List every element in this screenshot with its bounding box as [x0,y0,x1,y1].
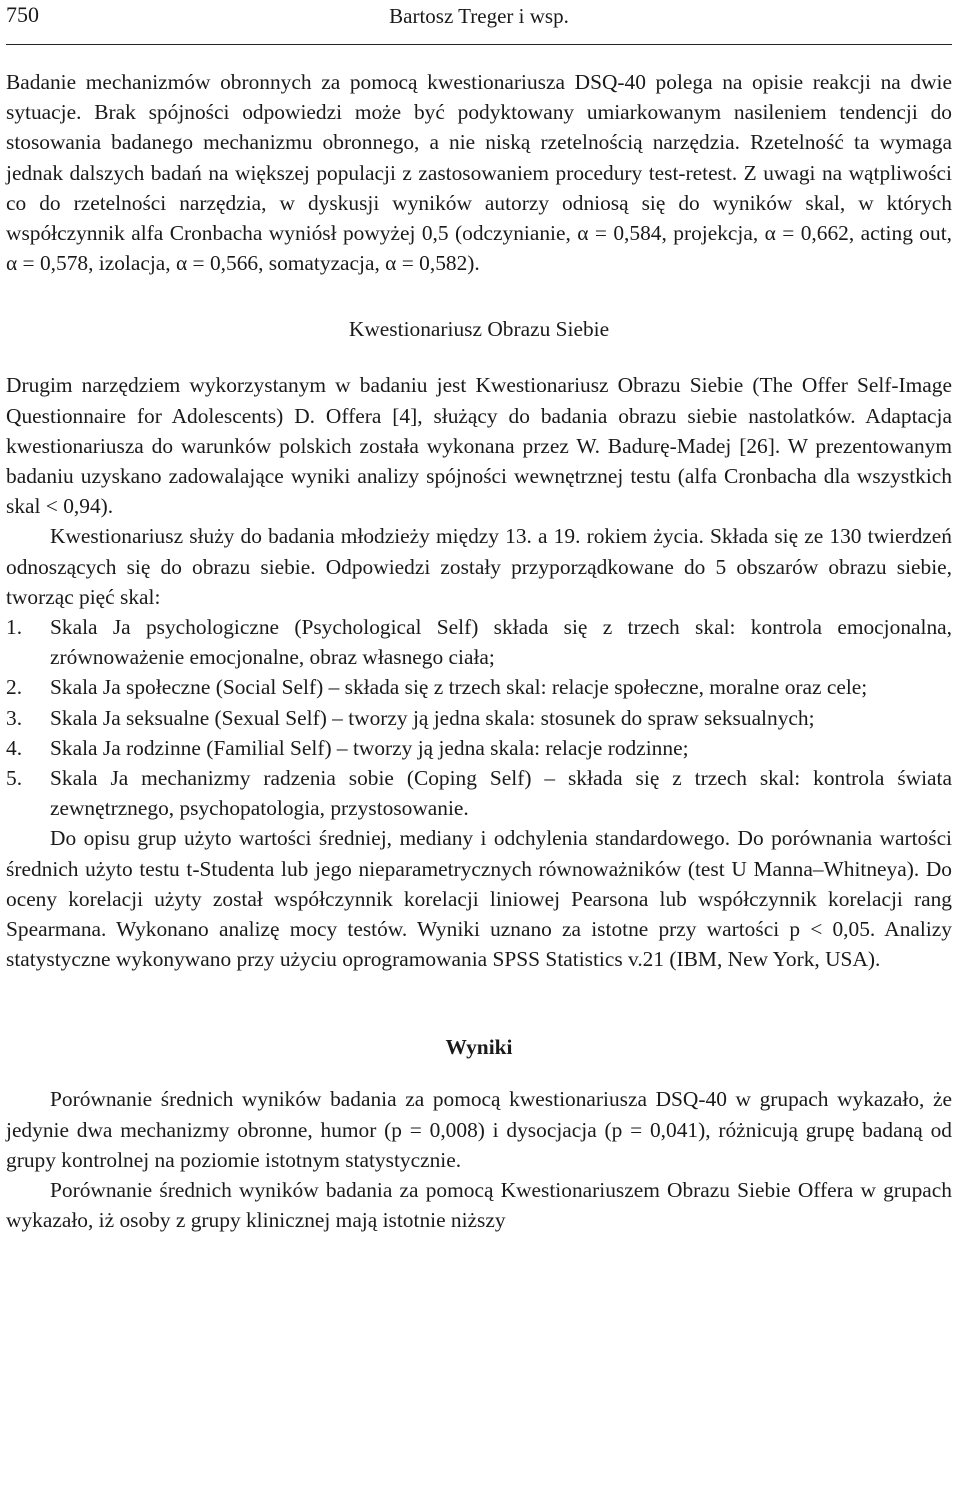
list-item [6,733,952,763]
list-item-text: Skala Ja psychologiczne (Psychological Self) składa się z trzech skal: kontrola emocjonalna, zrównoważenie emocjonalne, obraz własnego ciała; [50,615,952,670]
page [6,0,952,1236]
paragraph-statistics: Do opisu grup użyto wartości średniej, mediany i odchylenia standardowego. Do porównania wartości średnich użyto testu t-Studenta lub jego nieparametrycznych równoważników (test U Manna–Whitneya). Do oceny korelacji użyty został współczynnik korelacji liniowej Pearsona lub współczynnik korelacji rang Spearmana. Wykonano analizę mocy testów. Wyniki uznano za istotne przy wartości p < 0,05. Analizy statystyczne wykonywano przy użyciu oprogramowania SPSS Statistics v.21 (IBM, New York, USA). [6,826,952,972]
list-item-number: 1. [6,615,23,640]
list-item [6,612,952,672]
paragraph-results-offer: Porównanie średnich wyników badania za pomocą Kwestionariuszem Obrazu Siebie Offera w grupach wykazało, iż osoby z grupy klinicznej mają istotnie niższy [6,1178,952,1233]
section-title-results: Wyniki [445,1035,513,1060]
paragraph-self-image-scales: Kwestionariusz służy do badania młodzieży między 13. a 19. rokiem życia. Składa się ze 130 twierdzeń odnoszących się do obrazu siebie. Odpowiedzi zostały przyporządkowane do 5 obszarów obrazu siebie, tworząc pięć skal: [6,524,952,609]
list-item-text: Skala Ja seksualne (Sexual Self) – tworzy ją jedna skala: stosunek do spraw seksualnych; [50,705,815,730]
list-item-number: 2. [6,675,23,700]
article-body [6,67,952,1236]
list-item-number: 4. [6,735,23,760]
list-item-text: Skala Ja mechanizmy radzenia sobie (Coping Self) – składa się z trzech skal: kontrola świata zewnętrznego, psychopatologia, przystosowanie. [50,766,952,821]
list-item [6,672,952,702]
list-item-text: Skala Ja społeczne (Social Self) – składa się z trzech skal: relacje społeczne, moralne oraz cele; [50,675,868,700]
list-item [6,763,952,823]
list-item-text: Skala Ja rodzinne (Familial Self) – tworzy ją jedna skala: relacje rodzinne; [50,735,689,760]
page-header [6,0,952,45]
section-title-self-image: Kwestionariusz Obrazu Siebie [348,317,610,342]
running-head: Bartosz Treger i wsp. [389,4,569,28]
paragraph-dsq40-reliability: Badanie mechanizmów obronnych za pomocą kwestionariusza DSQ-40 polega na opisie reakcji na dwie sytuacje. Brak spójności odpowiedzi może być podyktowany umiarkowanym nasileniem tendencji do stosowania badanego mechanizmu obronnego, a nie niską rzetelnością narzędzia. Rzetelność ta wymaga jednak dalszych badań na większej populacji z zastosowaniem procedury test-retest. Z uwagi na wątpliwości co do rzetelności narzędzia, w dyskusji wyników autorzy odniosą się do wyników skal, w których współczynnik alfa Cronbacha wyniósł powyżej 0,5 (odczynianie, α = 0,584, projekcja, α = 0,662, acting out, α = 0,578, izolacja, α = 0,566, somatyzacja, α = 0,582). [6,70,952,276]
paragraph-self-image-intro: Drugim narzędziem wykorzystanym w badaniu jest Kwestionariusz Obrazu Siebie (The Offer Self-Image Questionnaire for Adolescents) D. Offera [4], służący do badania obrazu siebie nastolatków. Adaptacja kwestionariusza do warunków polskich została wykonana przez W. Badurę-Madej [26]. W prezentowanym badaniu uzyskano zadowalające wyniki analizy spójności wewnętrznej testu (alfa Cronbacha dla wszystkich skal < 0,94). [6,373,952,519]
scales-list [6,612,952,823]
list-item-number: 5. [6,766,23,791]
list-item-number: 3. [6,705,23,730]
list-item [6,703,952,733]
paragraph-results-dsq40: Porównanie średnich wyników badania za pomocą kwestionariusza DSQ-40 w grupach wykazało, że jedynie dwa mechanizmy obronne, humor (p = 0,008) i dysocjacja (p = 0,041), różnicują grupę badaną od grupy kontrolnej na poziomie istotnym statystycznie. [6,1087,952,1172]
page-number: 750 [6,2,39,27]
